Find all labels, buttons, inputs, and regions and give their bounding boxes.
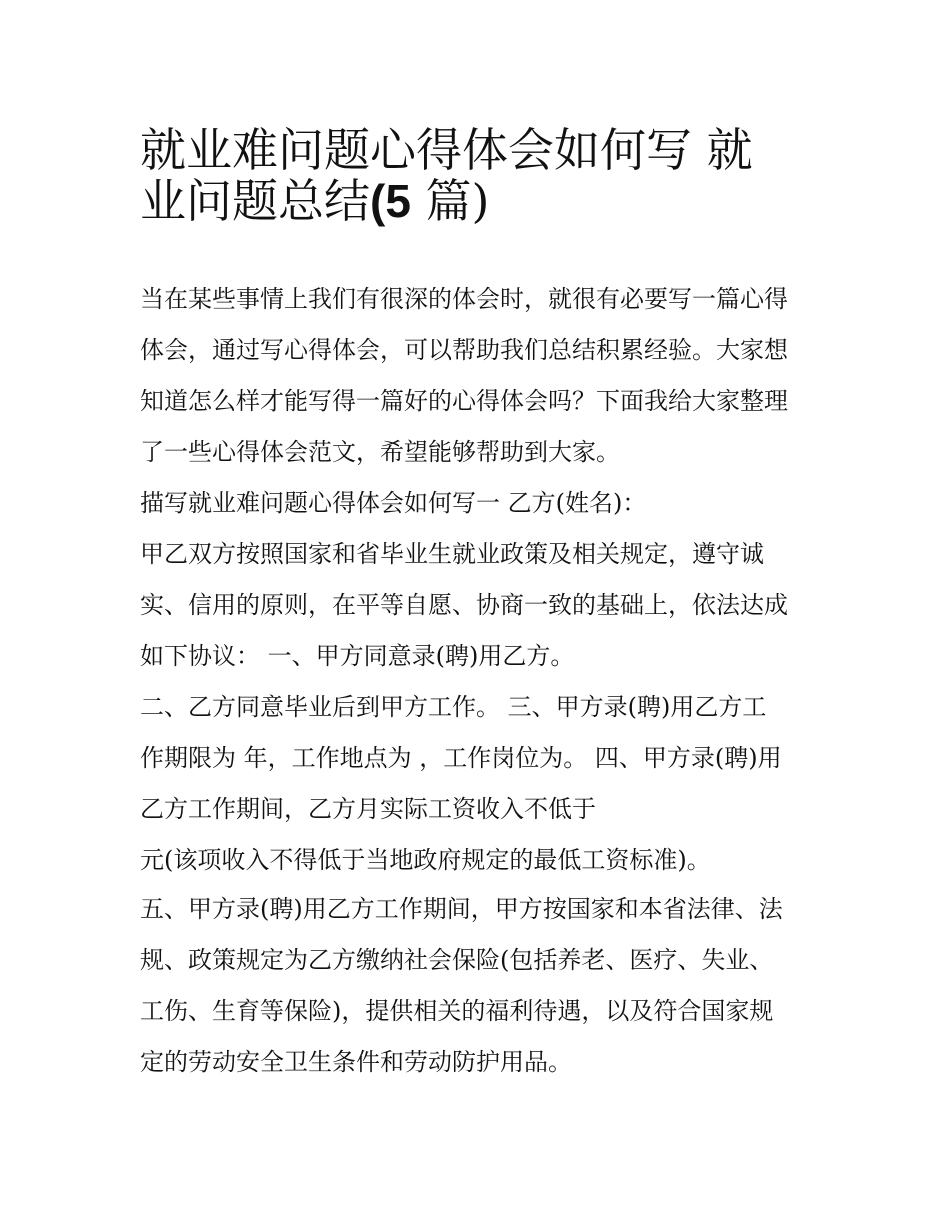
paragraph-line: 实、信用的原则，在平等自愿、协商一致的基础上，依法达成 bbox=[140, 591, 788, 619]
intro-paragraph bbox=[140, 274, 820, 478]
paragraph-line: 甲乙双方按照国家和省毕业生就业政策及相关规定，遵守诚 bbox=[140, 540, 764, 568]
paragraph-line: 定的劳动安全卫生条件和劳动防护用品。 bbox=[140, 1048, 572, 1076]
paragraph-line: 知道怎么样才能写得一篇好的心得体会吗？下面我给大家整理 bbox=[140, 387, 788, 415]
title-text: 业问题总结 bbox=[140, 174, 370, 228]
wage-paragraph bbox=[140, 835, 820, 886]
agreement-paragraph bbox=[140, 529, 820, 682]
title-suffix: 篇) bbox=[410, 174, 490, 228]
paragraph-line: 描写就业难问题心得体会如何写一 乙方(姓名)： bbox=[140, 489, 647, 517]
document-title bbox=[140, 112, 820, 228]
paragraph-line: 五、甲方录(聘)用乙方工作期间，甲方按国家和本省法律、法 bbox=[140, 895, 783, 923]
title-line-1: 就业难问题心得体会如何写 就 bbox=[140, 123, 753, 177]
paragraph-line: 体会，通过写心得体会，可以帮助我们总结积累经验。大家想 bbox=[140, 336, 788, 364]
paragraph-line: 当在某些事情上我们有很深的体会时，就很有必要写一篇心得 bbox=[140, 285, 788, 313]
paragraph-line: 元(该项收入不得低于当地政府规定的最低工资标准)。 bbox=[140, 846, 711, 874]
insurance-paragraph bbox=[140, 884, 820, 1088]
paragraph-line: 二、乙方同意毕业后到甲方工作。 三、甲方录(聘)用乙方工 bbox=[140, 693, 767, 721]
terms-paragraph bbox=[140, 682, 820, 835]
paragraph-line: 如下协议： 一、甲方同意录(聘)用乙方。 bbox=[140, 642, 575, 670]
paragraph-line: 规、政策规定为乙方缴纳社会保险(包括养老、医疗、失业、 bbox=[140, 946, 774, 974]
paragraph-line: 工伤、生育等保险)，提供相关的福利待遇，以及符合国家规 bbox=[140, 997, 774, 1025]
paragraph-line: 了一些心得体会范文，希望能够帮助到大家。 bbox=[140, 438, 620, 466]
paragraph-line: 作期限为 年，工作地点为 ，工作岗位为。 四、甲方录(聘)用 bbox=[140, 744, 782, 772]
section-heading-paragraph bbox=[140, 478, 820, 529]
title-count: (5 bbox=[370, 175, 411, 227]
paragraph-line: 乙方工作期间，乙方月实际工资收入不低于 bbox=[140, 795, 596, 823]
